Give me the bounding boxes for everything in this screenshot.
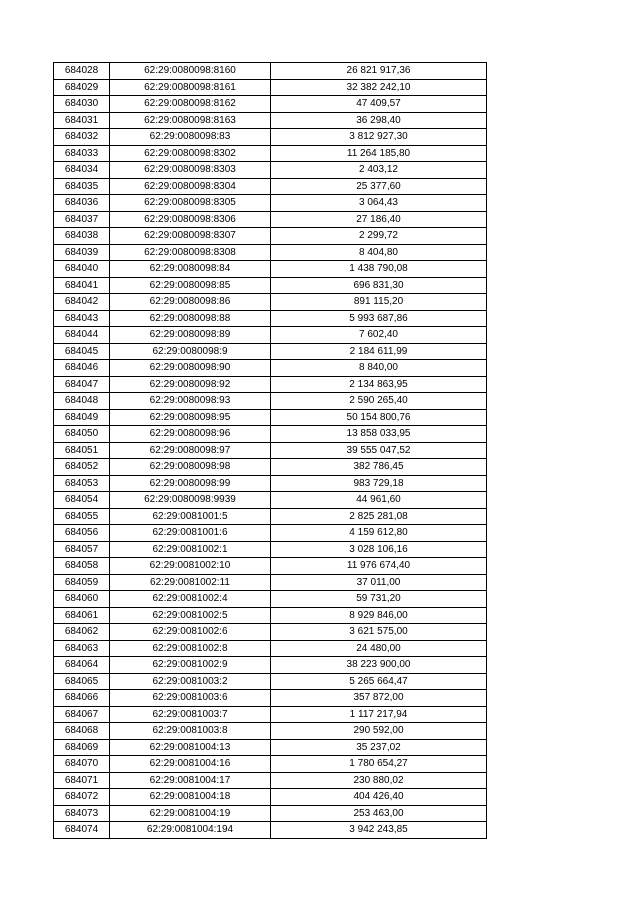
cadastral-number-cell: 62:29:0080098:8305 — [110, 195, 271, 212]
cadastral-number-cell: 62:29:0081001:6 — [110, 525, 271, 542]
row-number-cell: 684033 — [54, 145, 110, 162]
table-row — [54, 756, 487, 773]
value-cell: 37 011,00 — [271, 574, 487, 591]
value-cell: 24 480,00 — [271, 640, 487, 657]
cadastral-number-cell: 62:29:0081003:8 — [110, 723, 271, 740]
row-number-cell: 684030 — [54, 96, 110, 113]
table-row — [54, 261, 487, 278]
table-row — [54, 145, 487, 162]
value-cell: 3 028 106,16 — [271, 541, 487, 558]
value-cell: 290 592,00 — [271, 723, 487, 740]
row-number-cell: 684045 — [54, 343, 110, 360]
row-number-cell: 684056 — [54, 525, 110, 542]
cadastral-number-cell: 62:29:0080098:8302 — [110, 145, 271, 162]
data-table — [53, 62, 487, 839]
table-row — [54, 327, 487, 344]
row-number-cell: 684053 — [54, 475, 110, 492]
cadastral-number-cell: 62:29:0080098:9 — [110, 343, 271, 360]
cadastral-number-cell: 62:29:0081002:10 — [110, 558, 271, 575]
row-number-cell: 684035 — [54, 178, 110, 195]
value-cell: 44 961,60 — [271, 492, 487, 509]
row-number-cell: 684032 — [54, 129, 110, 146]
cadastral-number-cell: 62:29:0080098:92 — [110, 376, 271, 393]
table-row — [54, 558, 487, 575]
row-number-cell: 684050 — [54, 426, 110, 443]
value-cell: 3 064,43 — [271, 195, 487, 212]
table-row — [54, 525, 487, 542]
cadastral-number-cell: 62:29:0081002:1 — [110, 541, 271, 558]
table-row — [54, 591, 487, 608]
row-number-cell: 684059 — [54, 574, 110, 591]
value-cell: 5 265 664,47 — [271, 673, 487, 690]
table-row — [54, 96, 487, 113]
cadastral-number-cell: 62:29:0080098:97 — [110, 442, 271, 459]
value-cell: 1 438 790,08 — [271, 261, 487, 278]
value-cell: 7 602,40 — [271, 327, 487, 344]
value-cell: 36 298,40 — [271, 112, 487, 129]
row-number-cell: 684042 — [54, 294, 110, 311]
table-row — [54, 211, 487, 228]
value-cell: 1 780 654,27 — [271, 756, 487, 773]
table-row — [54, 393, 487, 410]
value-cell: 1 117 217,94 — [271, 706, 487, 723]
value-cell: 404 426,40 — [271, 789, 487, 806]
table-row — [54, 79, 487, 96]
row-number-cell: 684036 — [54, 195, 110, 212]
table-row — [54, 657, 487, 674]
value-cell: 26 821 917,36 — [271, 63, 487, 80]
table-row — [54, 772, 487, 789]
cadastral-number-cell: 62:29:0081004:16 — [110, 756, 271, 773]
table-row — [54, 706, 487, 723]
table-row — [54, 277, 487, 294]
row-number-cell: 684071 — [54, 772, 110, 789]
row-number-cell: 684039 — [54, 244, 110, 261]
cadastral-number-cell: 62:29:0081002:6 — [110, 624, 271, 641]
table-row — [54, 360, 487, 377]
table-row — [54, 789, 487, 806]
value-cell: 32 382 242,10 — [271, 79, 487, 96]
row-number-cell: 684046 — [54, 360, 110, 377]
row-number-cell: 684029 — [54, 79, 110, 96]
value-cell: 50 154 800,76 — [271, 409, 487, 426]
value-cell: 382 786,45 — [271, 459, 487, 476]
table-row — [54, 129, 487, 146]
cadastral-number-cell: 62:29:0080098:8306 — [110, 211, 271, 228]
row-number-cell: 684043 — [54, 310, 110, 327]
row-number-cell: 684064 — [54, 657, 110, 674]
row-number-cell: 684054 — [54, 492, 110, 509]
table-row — [54, 541, 487, 558]
value-cell: 983 729,18 — [271, 475, 487, 492]
row-number-cell: 684067 — [54, 706, 110, 723]
table-row — [54, 178, 487, 195]
value-cell: 2 403,12 — [271, 162, 487, 179]
value-cell: 35 237,02 — [271, 739, 487, 756]
value-cell: 38 223 900,00 — [271, 657, 487, 674]
row-number-cell: 684063 — [54, 640, 110, 657]
table-row — [54, 228, 487, 245]
cadastral-number-cell: 62:29:0080098:9939 — [110, 492, 271, 509]
cadastral-number-cell: 62:29:0081004:17 — [110, 772, 271, 789]
cadastral-number-cell: 62:29:0080098:90 — [110, 360, 271, 377]
cadastral-number-cell: 62:29:0081001:5 — [110, 508, 271, 525]
table-row — [54, 63, 487, 80]
cadastral-number-cell: 62:29:0081002:9 — [110, 657, 271, 674]
table-row — [54, 112, 487, 129]
row-number-cell: 684061 — [54, 607, 110, 624]
row-number-cell: 684057 — [54, 541, 110, 558]
row-number-cell: 684044 — [54, 327, 110, 344]
table-row — [54, 310, 487, 327]
value-cell: 13 858 033,95 — [271, 426, 487, 443]
row-number-cell: 684034 — [54, 162, 110, 179]
value-cell: 8 929 846,00 — [271, 607, 487, 624]
row-number-cell: 684074 — [54, 822, 110, 839]
table-row — [54, 409, 487, 426]
cadastral-number-cell: 62:29:0080098:84 — [110, 261, 271, 278]
value-cell: 11 264 185,80 — [271, 145, 487, 162]
table-row — [54, 673, 487, 690]
cadastral-number-cell: 62:29:0081003:6 — [110, 690, 271, 707]
value-cell: 27 186,40 — [271, 211, 487, 228]
table-row — [54, 574, 487, 591]
cadastral-number-cell: 62:29:0081002:11 — [110, 574, 271, 591]
value-cell: 2 590 265,40 — [271, 393, 487, 410]
table-row — [54, 162, 487, 179]
row-number-cell: 684031 — [54, 112, 110, 129]
table-row — [54, 508, 487, 525]
value-cell: 230 880,02 — [271, 772, 487, 789]
cadastral-number-cell: 62:29:0080098:8308 — [110, 244, 271, 261]
value-cell: 3 621 575,00 — [271, 624, 487, 641]
cadastral-number-cell: 62:29:0081002:5 — [110, 607, 271, 624]
cadastral-number-cell: 62:29:0081004:194 — [110, 822, 271, 839]
table-row — [54, 624, 487, 641]
value-cell: 8 840,00 — [271, 360, 487, 377]
row-number-cell: 684070 — [54, 756, 110, 773]
value-cell: 357 872,00 — [271, 690, 487, 707]
table-row — [54, 376, 487, 393]
table-row — [54, 739, 487, 756]
table-body — [54, 63, 487, 839]
table-row — [54, 475, 487, 492]
cadastral-number-cell: 62:29:0081004:18 — [110, 789, 271, 806]
value-cell: 253 463,00 — [271, 805, 487, 822]
row-number-cell: 684028 — [54, 63, 110, 80]
cadastral-number-cell: 62:29:0080098:8307 — [110, 228, 271, 245]
row-number-cell: 684047 — [54, 376, 110, 393]
row-number-cell: 684051 — [54, 442, 110, 459]
value-cell: 2 184 611,99 — [271, 343, 487, 360]
cadastral-number-cell: 62:29:0080098:8162 — [110, 96, 271, 113]
value-cell: 11 976 674,40 — [271, 558, 487, 575]
table-row — [54, 343, 487, 360]
row-number-cell: 684066 — [54, 690, 110, 707]
row-number-cell: 684038 — [54, 228, 110, 245]
row-number-cell: 684072 — [54, 789, 110, 806]
cadastral-number-cell: 62:29:0081002:8 — [110, 640, 271, 657]
value-cell: 47 409,57 — [271, 96, 487, 113]
table-row — [54, 294, 487, 311]
table-row — [54, 723, 487, 740]
cadastral-number-cell: 62:29:0080098:8303 — [110, 162, 271, 179]
cadastral-number-cell: 62:29:0081004:19 — [110, 805, 271, 822]
row-number-cell: 684062 — [54, 624, 110, 641]
cadastral-number-cell: 62:29:0080098:85 — [110, 277, 271, 294]
row-number-cell: 684055 — [54, 508, 110, 525]
row-number-cell: 684052 — [54, 459, 110, 476]
row-number-cell: 684048 — [54, 393, 110, 410]
cadastral-number-cell: 62:29:0080098:8304 — [110, 178, 271, 195]
row-number-cell: 684073 — [54, 805, 110, 822]
cadastral-number-cell: 62:29:0080098:99 — [110, 475, 271, 492]
cadastral-number-cell: 62:29:0080098:96 — [110, 426, 271, 443]
table-row — [54, 640, 487, 657]
cadastral-number-cell: 62:29:0080098:93 — [110, 393, 271, 410]
value-cell: 5 993 687,86 — [271, 310, 487, 327]
value-cell: 696 831,30 — [271, 277, 487, 294]
table-row — [54, 492, 487, 509]
cadastral-number-cell: 62:29:0080098:8163 — [110, 112, 271, 129]
row-number-cell: 684069 — [54, 739, 110, 756]
table-row — [54, 805, 487, 822]
cadastral-number-cell: 62:29:0081003:2 — [110, 673, 271, 690]
cadastral-number-cell: 62:29:0080098:83 — [110, 129, 271, 146]
table-row — [54, 244, 487, 261]
cadastral-number-cell: 62:29:0080098:95 — [110, 409, 271, 426]
value-cell: 39 555 047,52 — [271, 442, 487, 459]
cadastral-number-cell: 62:29:0081002:4 — [110, 591, 271, 608]
value-cell: 2 299,72 — [271, 228, 487, 245]
cadastral-number-cell: 62:29:0080098:88 — [110, 310, 271, 327]
table-row — [54, 459, 487, 476]
table-row — [54, 690, 487, 707]
row-number-cell: 684068 — [54, 723, 110, 740]
value-cell: 2 825 281,08 — [271, 508, 487, 525]
row-number-cell: 684049 — [54, 409, 110, 426]
table-row — [54, 442, 487, 459]
row-number-cell: 684040 — [54, 261, 110, 278]
cadastral-number-cell: 62:29:0081003:7 — [110, 706, 271, 723]
cadastral-number-cell: 62:29:0080098:89 — [110, 327, 271, 344]
value-cell: 4 159 612,80 — [271, 525, 487, 542]
value-cell: 3 812 927,30 — [271, 129, 487, 146]
value-cell: 25 377,60 — [271, 178, 487, 195]
row-number-cell: 684041 — [54, 277, 110, 294]
cadastral-number-cell: 62:29:0080098:8161 — [110, 79, 271, 96]
value-cell: 891 115,20 — [271, 294, 487, 311]
value-cell: 59 731,20 — [271, 591, 487, 608]
cadastral-number-cell: 62:29:0080098:8160 — [110, 63, 271, 80]
value-cell: 8 404,80 — [271, 244, 487, 261]
value-cell: 2 134 863,95 — [271, 376, 487, 393]
row-number-cell: 684058 — [54, 558, 110, 575]
table-row — [54, 822, 487, 839]
cadastral-number-cell: 62:29:0081004:13 — [110, 739, 271, 756]
value-cell: 3 942 243,85 — [271, 822, 487, 839]
row-number-cell: 684065 — [54, 673, 110, 690]
row-number-cell: 684060 — [54, 591, 110, 608]
cadastral-number-cell: 62:29:0080098:98 — [110, 459, 271, 476]
row-number-cell: 684037 — [54, 211, 110, 228]
cadastral-number-cell: 62:29:0080098:86 — [110, 294, 271, 311]
table-row — [54, 195, 487, 212]
table-row — [54, 607, 487, 624]
table-row — [54, 426, 487, 443]
